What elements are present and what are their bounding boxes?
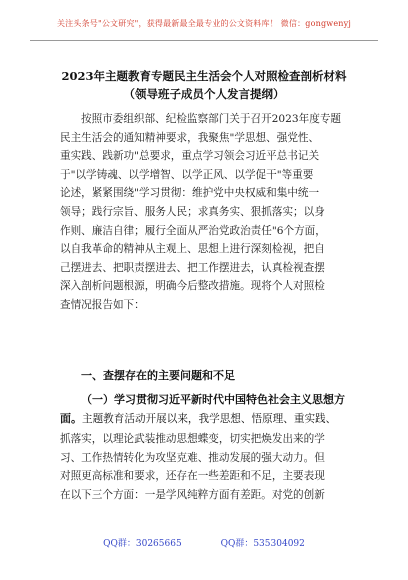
paragraph-line: 深入剖析问题根源，明确今后整改措施。现将个人对照检 [60, 280, 325, 293]
footer-qq-group-2: QQ群：535304092 [220, 539, 305, 549]
header-promo-note: 关注头条号"公文研究"，获得最新最全最专业的公文资料库！ 微信：gongwenyj [56, 19, 352, 28]
header-divider [30, 40, 378, 41]
footer-contact [0, 536, 408, 549]
paragraph-line: 于"以学铸魂、以学增智、以学正风、以学促干"等重要 [60, 168, 314, 181]
paragraph-line: 论述，紧紧围绕"学习贯彻：维护党中央权威和集中统一 [60, 187, 320, 200]
paragraph-line: 按照市委组织部、纪检监察部门关于召开2023年度专题 [81, 113, 342, 125]
paragraph-line: 民主生活会的通知精神要求，我聚焦"学思想、强党性、 [60, 131, 320, 144]
document-title: 2023年主题教育专题民主生活会个人对照检查剖析材料 [61, 69, 347, 83]
paragraph-line: 对照更高标准和要求，还存在一些差距和不足，主要表现 [60, 470, 325, 483]
section-heading-1: 一、查摆存在的主要问题和不足 [81, 369, 235, 382]
heading-tail-bold: 面。 [60, 411, 82, 425]
footer-qq-group-1: QQ群：30265665 [103, 539, 182, 549]
paragraph-inline-start: 主题教育活动开展以来，我学思想、悟原理、重实践、 [82, 412, 337, 425]
paragraph-line: 查情况报告如下： [60, 298, 145, 311]
paragraph-line: 重实践、践新功"总要求，重点学习领会习近平总书记关 [60, 150, 320, 163]
section-heading-2 [60, 391, 360, 428]
heading-line-with-tail [60, 410, 360, 429]
intro-paragraph [60, 110, 350, 315]
paragraph-line: 以自我革命的精神从主观上、思想上进行深刻检视，把自 [60, 243, 325, 256]
document-subtitle: （领导班子成员个人发言提纲） [123, 87, 285, 101]
paragraph-line: 己摆进去、把职责摆进去、把工作摆进去，认真检视查摆 [60, 261, 325, 274]
heading-line: （一）学习贯彻习近平新时代中国特色社会主义思想方 [81, 393, 345, 406]
paragraph-line: 作则、廉洁自律；履行全面从严治党政治责任"6个方面， [60, 224, 326, 237]
paragraph-line: 领导；践行宗旨、服务人民；求真务实、狠抓落实；以身 [60, 205, 325, 218]
section-paragraph [60, 430, 350, 504]
paragraph-line: 抓落实，以理论武装推动思想蝶变，切实把焕发出来的学 [60, 433, 325, 445]
paragraph-line: 在以下三个方面：一是学风纯粹方面有差距。对党的创新 [60, 488, 325, 501]
paragraph-line: 习、工作热情转化为攻坚克难、推动发展的强大动力。但 [60, 451, 325, 464]
